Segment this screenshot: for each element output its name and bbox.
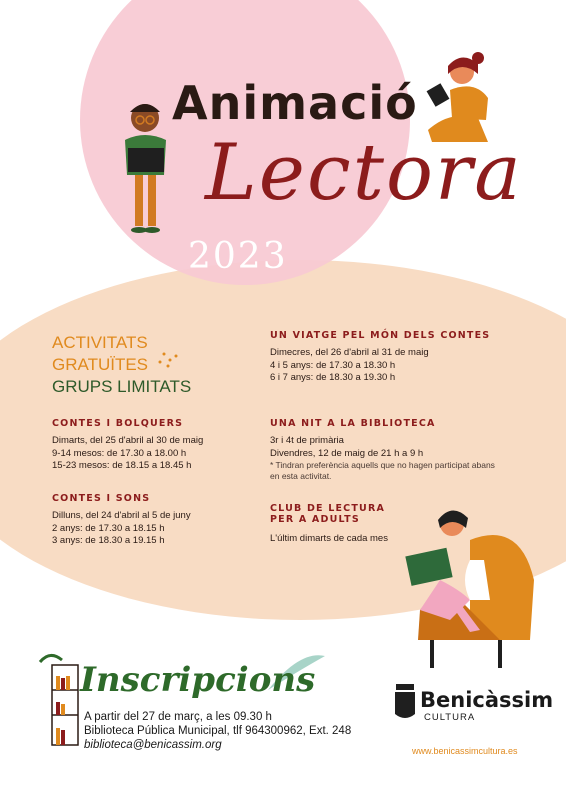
brand-subtitle: CULTURA bbox=[424, 712, 476, 723]
activity-contes-sons bbox=[52, 493, 282, 548]
title-animacio: Animació bbox=[172, 76, 418, 130]
activity-title: CONTES I BOLQUERS bbox=[52, 418, 184, 429]
activity-line: Divendres, 12 de maig de 21 h a 9 h bbox=[270, 447, 424, 459]
activity-note: * Tindran preferència aquells que no hagen participat abans en esta activitat. bbox=[270, 460, 495, 481]
coat-of-arms-logo bbox=[395, 684, 415, 718]
highlight-free-activities: ACTIVITATS bbox=[52, 333, 148, 352]
activity-line: Dimecres, del 26 d'abril al 31 de maig bbox=[270, 347, 429, 358]
activity-line: Dimarts, del 25 d'abril al 30 de maig bbox=[52, 435, 204, 446]
activity-viatge-contes bbox=[270, 330, 520, 385]
highlight-limited-groups: GRUPS LIMITATS bbox=[52, 377, 192, 396]
activity-club-lectura bbox=[270, 503, 410, 546]
website-link[interactable]: www.benicassimcultura.es bbox=[412, 746, 518, 756]
brand-name: Benicàssim bbox=[420, 688, 554, 712]
inscriptions-date: A partir del 27 de març, a les 09.30 h bbox=[84, 711, 272, 723]
inscriptions-title: Inscripcions bbox=[80, 660, 316, 700]
activity-line: L'últim dimarts de cada mes bbox=[270, 533, 388, 544]
activity-line: 2 anys: de 17.30 a 18.15 h bbox=[52, 522, 165, 534]
highlights-block bbox=[52, 332, 191, 398]
activity-title-line1: CLUB DE LECTURA bbox=[270, 503, 386, 514]
activity-line: 3 anys: de 18.30 a 19.15 h bbox=[52, 535, 165, 546]
activity-line: 4 i 5 anys: de 17.30 a 18.30 h bbox=[270, 359, 396, 371]
inscriptions-email[interactable]: biblioteca@benicassim.org bbox=[84, 739, 222, 751]
activity-nit-biblioteca bbox=[270, 418, 500, 482]
activity-line: 15-23 mesos: de 18.15 a 18.45 h bbox=[52, 460, 192, 471]
activity-line: Dilluns, del 24 d'abril al 5 de juny bbox=[52, 510, 191, 521]
activity-title: CONTES I SONS bbox=[52, 493, 151, 504]
activity-line: 9-14 mesos: de 17.30 a 18.00 h bbox=[52, 447, 187, 459]
activity-line: 6 i 7 anys: de 18.30 a 19.30 h bbox=[270, 372, 396, 383]
year-label: 2023 bbox=[188, 236, 288, 277]
activity-title: UNA NIT A LA BIBLIOTECA bbox=[270, 418, 436, 429]
inscriptions-location: Biblioteca Pública Municipal, tlf 964300962, Ext. 248 bbox=[84, 725, 352, 737]
highlight-free: GRATUÏTES bbox=[52, 355, 149, 374]
bookshelf-illustration bbox=[40, 655, 78, 745]
activity-title-line2: PER A ADULTS bbox=[270, 514, 360, 525]
activity-contes-bolquers bbox=[52, 418, 282, 473]
title-lectora: Lectora bbox=[205, 128, 523, 218]
activity-line: 3r i 4t de primària bbox=[270, 435, 344, 446]
activity-title: UN VIATGE PEL MÓN DELS CONTES bbox=[270, 330, 491, 341]
